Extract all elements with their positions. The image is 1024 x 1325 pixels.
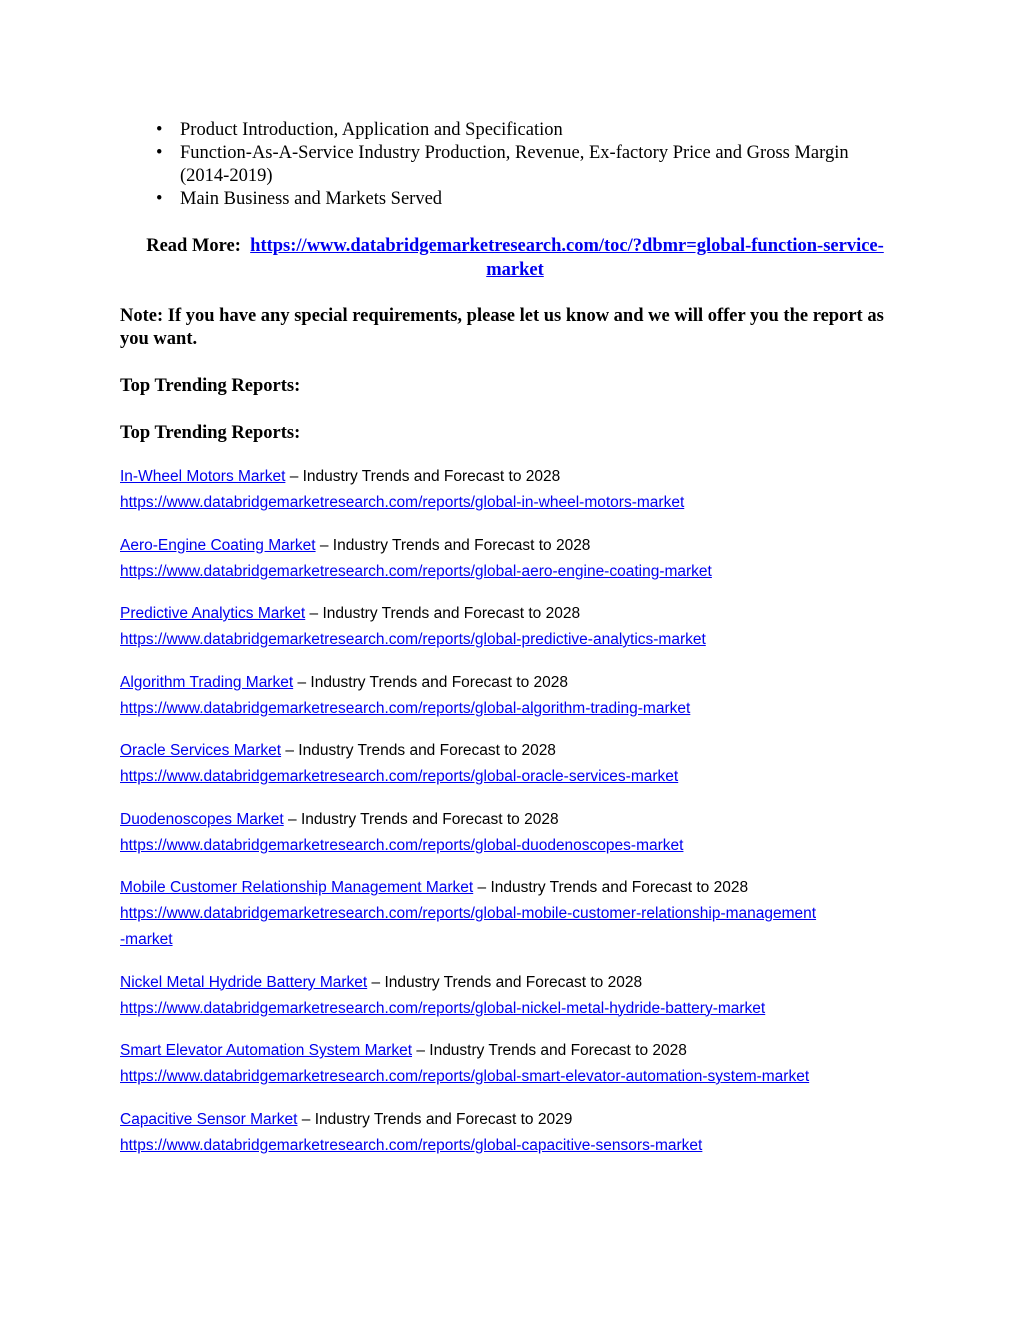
- report-name-link[interactable]: Mobile Customer Relationship Management Market: [120, 879, 474, 896]
- report-suffix: – Industry Trends and Forecast to 2029: [297, 1110, 573, 1128]
- bullet-item: [120, 142, 880, 188]
- report-entry: [120, 1038, 920, 1090]
- bullet-icon: •: [156, 189, 163, 209]
- report-name-link[interactable]: Duodenoscopes Market: [120, 810, 284, 828]
- bullet-text: Main Business and Markets Served: [180, 189, 443, 209]
- report-url-link[interactable]: https://www.databridgemarketresearch.com/reports/global-smart-elevator-automation-system-market: [120, 1068, 810, 1085]
- bullet-icon: •: [156, 143, 163, 163]
- report-url-link[interactable]: https://www.databridgemarketresearch.com/reports/global-duodenoscopes-market: [120, 836, 684, 854]
- report-name-link[interactable]: In-Wheel Motors Market: [120, 468, 286, 485]
- read-more-line: [120, 234, 910, 282]
- report-url-link[interactable]: https://www.databridgemarketresearch.com/reports/global-aero-engine-coating-market: [120, 562, 712, 580]
- report-entry: [120, 464, 920, 516]
- report-name-link[interactable]: Predictive Analytics Market: [120, 605, 306, 622]
- report-url-link[interactable]: https://www.databridgemarketresearch.com/reports/global-oracle-services-market: [120, 768, 679, 785]
- report-entry: [120, 738, 920, 790]
- report-suffix: – Industry Trends and Forecast to 2028: [315, 536, 591, 554]
- report-suffix: – Industry Trends and Forecast to 2028: [367, 973, 643, 991]
- report-list: [120, 464, 920, 1175]
- report-name-link[interactable]: Nickel Metal Hydride Battery Market: [120, 973, 368, 991]
- report-name-link[interactable]: Algorithm Trading Market: [120, 673, 294, 691]
- bullet-item: [120, 119, 880, 142]
- report-entry: [120, 1107, 920, 1159]
- report-suffix: – Industry Trends and Forecast to 2028: [281, 742, 556, 759]
- report-url-link[interactable]: https://www.databridgemarketresearch.com/reports/global-predictive-analytics-market: [120, 631, 706, 648]
- report-url-link[interactable]: https://www.databridgemarketresearch.com/reports/global-algorithm-trading-market: [120, 699, 691, 717]
- read-more-link[interactable]: https://www.databridgemarketresearch.com/toc/?dbmr=global-function-service-market: [250, 236, 884, 280]
- report-suffix: – Industry Trends and Forecast to 2028: [305, 605, 581, 622]
- report-entry: [120, 533, 920, 585]
- note-text: Note: If you have any special requirements, please let us know and we will offer you the report as you want.: [120, 306, 884, 349]
- report-entry: [120, 807, 920, 859]
- section-heading: Top Trending Reports:: [120, 423, 301, 443]
- report-suffix: – Industry Trends and Forecast to 2028: [412, 1042, 687, 1059]
- report-suffix: – Industry Trends and Forecast to 2028: [293, 673, 569, 691]
- report-suffix: – Industry Trends and Forecast to 2028: [283, 810, 559, 828]
- bullet-list: [120, 119, 880, 211]
- report-entry: [120, 601, 920, 653]
- report-name-link[interactable]: Aero-Engine Coating Market: [120, 536, 316, 554]
- report-url-link[interactable]: https://www.databridgemarketresearch.com/reports/global-nickel-metal-hydride-battery-market: [120, 999, 766, 1017]
- report-name-link[interactable]: Smart Elevator Automation System Market: [120, 1042, 413, 1059]
- report-suffix: – Industry Trends and Forecast to 2028: [473, 879, 749, 896]
- report-name-link[interactable]: Oracle Services Market: [120, 742, 282, 759]
- bullet-icon: •: [156, 120, 163, 140]
- read-more-label: Read More:: [146, 236, 241, 256]
- report-url-link[interactable]: https://www.databridgemarketresearch.com/reports/global-mobile-customer-relationship-management-market: [120, 905, 817, 948]
- report-url-link[interactable]: https://www.databridgemarketresearch.com/reports/global-capacitive-sensors-market: [120, 1136, 703, 1154]
- bullet-text: Product Introduction, Application and Specification: [180, 120, 563, 140]
- report-entry: [120, 875, 920, 953]
- bullet-text: Function-As-A-Service Industry Production, Revenue, Ex-factory Price and Gross Margin (2014-2019): [180, 143, 849, 186]
- report-name-link[interactable]: Capacitive Sensor Market: [120, 1110, 298, 1128]
- report-suffix: – Industry Trends and Forecast to 2028: [285, 468, 561, 485]
- report-entry: [120, 670, 920, 722]
- report-url-link[interactable]: https://www.databridgemarketresearch.com/reports/global-in-wheel-motors-market: [120, 494, 685, 511]
- report-entry: [120, 970, 920, 1022]
- bullet-item: [120, 188, 880, 211]
- section-heading: Top Trending Reports:: [120, 376, 301, 396]
